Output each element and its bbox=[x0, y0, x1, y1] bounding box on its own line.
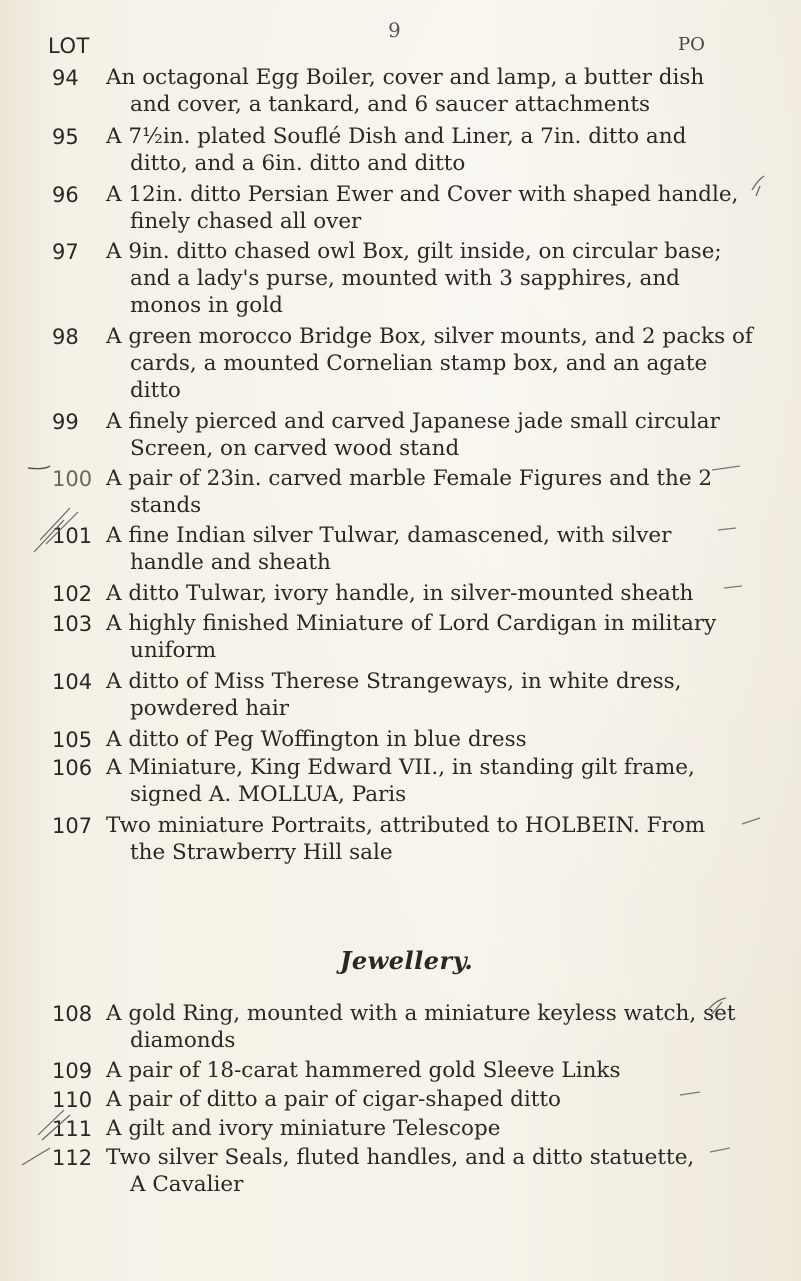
lot-description bbox=[106, 610, 756, 664]
lot-line: A Miniature, King Edward VII., in standing gilt frame, bbox=[106, 755, 695, 780]
lot-line: A gold Ring, mounted with a miniature keyless watch, set bbox=[106, 1001, 736, 1026]
lot-number: 97 bbox=[52, 240, 79, 264]
lot-description bbox=[106, 1057, 756, 1084]
lot-description bbox=[106, 323, 756, 404]
lot-line: uniform bbox=[130, 638, 217, 663]
lot-column-header: LOT bbox=[48, 34, 90, 58]
lot-line: A ditto of Peg Woffington in blue dress bbox=[106, 727, 527, 752]
lot-description bbox=[106, 754, 756, 808]
lot-number: 94 bbox=[52, 66, 79, 90]
lot-description bbox=[106, 465, 756, 519]
lot-description bbox=[106, 1086, 756, 1113]
lot-line: Screen, on carved wood stand bbox=[130, 436, 460, 461]
lot-line: signed A. MOLLUA, Paris bbox=[130, 782, 407, 807]
section-heading: Jewellery. bbox=[340, 946, 474, 975]
lot-description bbox=[106, 408, 756, 462]
lot-line: A ditto Tulwar, ivory handle, in silver-mounted sheath bbox=[106, 581, 694, 606]
lot-description bbox=[106, 522, 756, 576]
lot-line: and cover, a tankard, and 6 saucer attachments bbox=[130, 92, 650, 117]
lot-number: 95 bbox=[52, 125, 79, 149]
lot-line: A gilt and ivory miniature Telescope bbox=[106, 1116, 501, 1141]
lot-line: A green morocco Bridge Box, silver mounts, and 2 packs of bbox=[106, 324, 753, 349]
lot-number: 109 bbox=[52, 1059, 93, 1083]
lot-description bbox=[106, 64, 756, 118]
lot-line: A 12in. ditto Persian Ewer and Cover with shaped handle, bbox=[106, 182, 739, 207]
lot-number: 101 bbox=[52, 524, 93, 548]
lot-number: 103 bbox=[52, 612, 93, 636]
lot-number: 108 bbox=[52, 1002, 93, 1026]
lot-number: 100 bbox=[52, 467, 93, 491]
lot-line: finely chased all over bbox=[130, 209, 362, 234]
lot-number: 107 bbox=[52, 814, 93, 838]
pencil-tick-112 bbox=[22, 1148, 50, 1165]
lot-line: A 9in. ditto chased owl Box, gilt inside, on circular base; bbox=[106, 239, 722, 264]
lot-number: 99 bbox=[52, 410, 79, 434]
lot-number: 112 bbox=[52, 1146, 93, 1170]
lot-line: powdered hair bbox=[130, 696, 290, 721]
lot-description bbox=[106, 580, 756, 607]
lot-line: monos in gold bbox=[130, 293, 283, 318]
lot-number: 105 bbox=[52, 728, 93, 752]
lot-line: A pair of 18-carat hammered gold Sleeve Links bbox=[106, 1058, 621, 1083]
lot-description bbox=[106, 123, 756, 177]
lot-number: 104 bbox=[52, 670, 93, 694]
lot-description bbox=[106, 238, 756, 319]
lot-line: A 7½in. plated Souflé Dish and Liner, a 7in. ditto and bbox=[106, 124, 687, 149]
lot-line: ditto, and a 6in. ditto and ditto bbox=[130, 151, 466, 176]
lot-line: and a lady's purse, mounted with 3 sapphires, and bbox=[130, 266, 680, 291]
pencil-bracket-100 bbox=[28, 466, 50, 469]
lot-line: ditto bbox=[130, 378, 181, 403]
lot-line: A Cavalier bbox=[130, 1172, 244, 1197]
lot-line: Two silver Seals, fluted handles, and a ditto statuette, bbox=[106, 1145, 695, 1170]
lot-description bbox=[106, 181, 756, 235]
lot-line: A pair of 23in. carved marble Female Figures and the 2 bbox=[106, 466, 713, 491]
lot-number: 111 bbox=[52, 1117, 93, 1141]
lot-description bbox=[106, 812, 756, 866]
lot-line: cards, a mounted Cornelian stamp box, and an agate bbox=[130, 351, 708, 376]
lot-description bbox=[106, 1115, 756, 1142]
lot-line: stands bbox=[130, 493, 202, 518]
lot-line: Two miniature Portraits, attributed to HOLBEIN. From bbox=[106, 813, 706, 838]
lot-description bbox=[106, 726, 756, 753]
lot-line: A pair of ditto a pair of cigar-shaped ditto bbox=[106, 1087, 562, 1112]
lot-number: 98 bbox=[52, 325, 79, 349]
lot-line: A finely pierced and carved Japanese jade small circular bbox=[106, 409, 720, 434]
lot-number: 110 bbox=[52, 1088, 93, 1112]
header-right-mark: PO bbox=[678, 34, 705, 55]
lot-number: 96 bbox=[52, 183, 79, 207]
lot-description bbox=[106, 668, 756, 722]
lot-line: A fine Indian silver Tulwar, damascened, with silver bbox=[106, 523, 672, 548]
lot-line: diamonds bbox=[130, 1028, 236, 1053]
lot-number: 106 bbox=[52, 756, 93, 780]
lot-line: A ditto of Miss Therese Strangeways, in white dress, bbox=[106, 669, 682, 694]
lot-line: An octagonal Egg Boiler, cover and lamp, a butter dish bbox=[106, 65, 705, 90]
lot-line: A highly finished Miniature of Lord Cardigan in military bbox=[106, 611, 717, 636]
lot-line: handle and sheath bbox=[130, 550, 331, 575]
page-number: 9 bbox=[388, 18, 401, 42]
lot-line: the Strawberry Hill sale bbox=[130, 840, 393, 865]
lot-description bbox=[106, 1000, 756, 1054]
lot-number: 102 bbox=[52, 582, 93, 606]
lot-description bbox=[106, 1144, 756, 1198]
